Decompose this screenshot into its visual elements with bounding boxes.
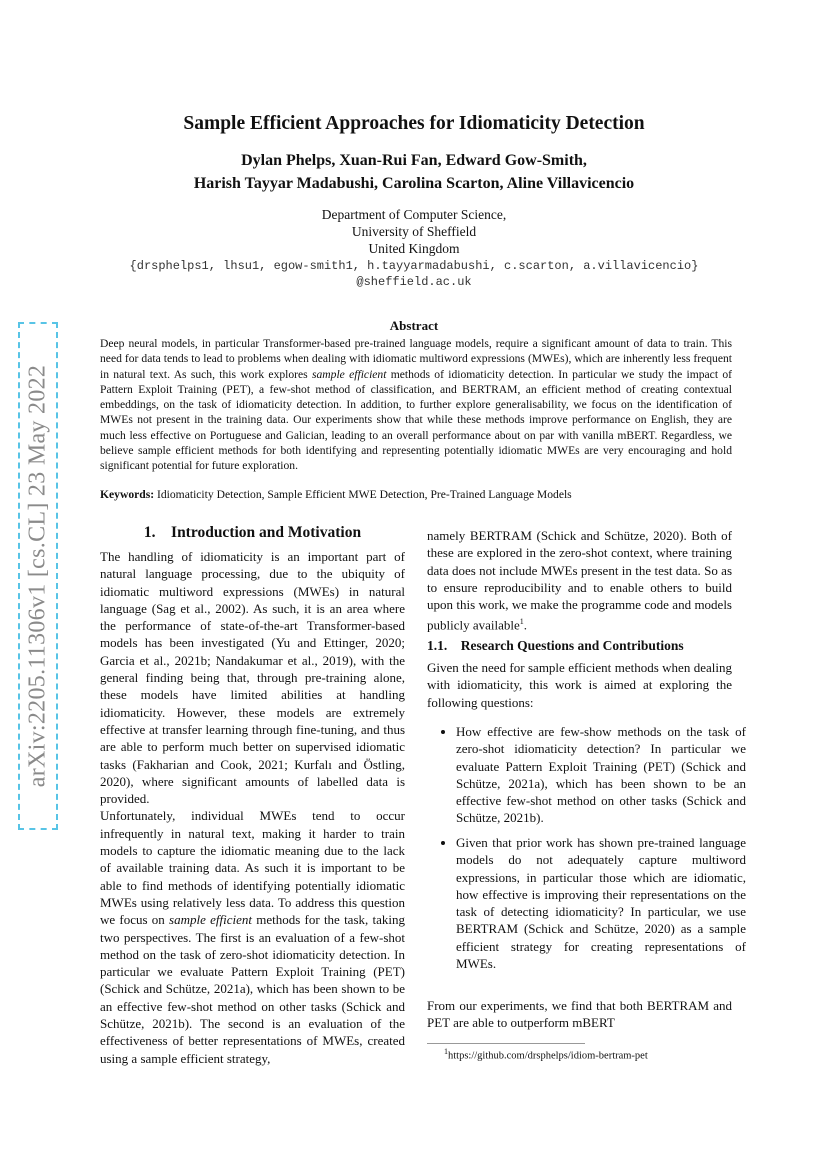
author-emails: {drsphelps1, lhsu1, egow-smith1, h.tayyarmadabushi, c.scarton, a.villavicencio} [129,259,699,273]
paper-title: Sample Efficient Approaches for Idiomaticity Detection [183,113,645,134]
arxiv-stamp-text: arXiv:2205.11306v1 [cs.CL] 23 May 2022 [24,364,51,788]
intro-paragraph-1: The handling of idiomaticity is an important part of natural language processing, due to the ubiquity of idiomatic multiword expressions (MWEs) in natural language (Sag et al., 2002). As such, it is an area where the performance of state-of-the-art Transformer-based models has been investigated (Yu and Ettinger, 2020; Garcia et al., 2021b; Nandakumar et al., 2019), with the general finding being that, through pre-training alone, these models have limited abilities at handling idiomaticity. However, these models are extremely effective at transfer learning through fine-tuning, and thus are able to perform much better on supervised idiomatic tasks (Fakharian and Cook, 2021; Kurfalı and Östling, 2020), where significant amounts of labelled data is provided. [100,549,405,807]
affiliation-dept: Department of Computer Science, [321,207,507,222]
authors-line-1: Dylan Phelps, Xuan-Rui Fan, Edward Gow-Smith, [241,152,587,169]
email-domain: @sheffield.ac.uk [356,275,472,289]
footnote-marker: 1 [519,617,524,627]
footnote: $^1$https://github.com/drsphelps/idiom-bertram-pet [444,1047,648,1062]
right-paragraph-2: Given the need for sample efficient methods when dealing with idiomaticity, this work is aimed at exploring the following questions: [427,660,732,710]
question-list-2 [442,834,746,972]
arxiv-side-stamp [18,322,58,830]
section-1-heading: 1. Introduction and Motivation [143,524,362,541]
right-paragraph-1: namely BERTRAM (Schick and Schütze, 2020). Both of these are explored in the zero-shot context, where training data does not include MWEs present in the test data. So as to ensure reproducibility and to enable others to build upon this work, we make the programme code and models publicly available$^1$. [427,528,732,633]
affiliation-country: United Kingdom [368,241,460,256]
affiliation-univ: University of Sheffield [351,224,477,239]
keywords-label: Keywords: [100,488,155,501]
keywords [100,488,732,501]
right-paragraph-3: From our experiments, we find that both BERTRAM and PET are able to outperform mBERT [427,998,732,1031]
subsection-1-1-heading: 1.1. Research Questions and Contributions [427,638,684,653]
intro-paragraph-2: Unfortunately, individual MWEs tend to occur infrequently in natural text, making it harder to train models to capture the idiomatic meaning due to the lack of available training data. As such it is important to be able to find methods of identifying potentially idiomatic MWEs using relatively less data. To address this question we focus on sample efficient methods for the task, taking two perspectives. The first is an evaluation of a few-shot method on the task of zero-shot idiomaticity detection. In particular we evaluate Pattern Exploit Training (PET) (Schick and Schütze, 2021a), which has been shown to be an effective few-shot method on other tasks (Schick and Schütze, 2021b). The second is an evaluation of the effectiveness of better representations of MWEs, created using a sample efficient strategy, [100,808,405,1066]
question-list-1 [442,723,746,827]
question-bullet-2: • Given that prior work has shown pre-trained language models do not adequately capture multiword expressions, in particular those which are idiomatic, how effective is improving their representations on the task of detecting idiomaticity? In particular, we use BERTRAM (Schick and Schütze, 2020) as a sample efficient strategy for creating representations of MWEs. [456,834,746,972]
abstract-heading: Abstract [389,318,439,333]
keywords-text: Idiomaticity Detection, Sample Efficient MWE Detection, Pre-Trained Language Models [154,488,572,501]
authors-line-2: Harish Tayyar Madabushi, Carolina Scarton, Aline Villavicencio [193,175,635,192]
footnote-url[interactable]: https://github.com/drsphelps/idiom-bertram-pet [448,1050,648,1062]
question-bullet-1: • How effective are few-show methods on the task of zero-shot idiomaticity detection? In particular we evaluate Pattern Exploit Training (PET) (Schick and Schütze, 2021a), which has been shown to be an effective few-shot method on other tasks (Schick and Schütze, 2021b). [456,723,746,827]
left-column [100,548,405,1067]
footnote-rule [427,1043,585,1044]
abstract-body: Deep neural models, in particular Transformer-based pre-trained language models, require a significant amount of data to train. This need for data tends to lead to problems when dealing with idiomatic multiword expressions (MWEs), which are inherently less frequent in natural text. As such, this work explores sample efficient methods of idiomaticity detection. In particular we study the impact of Pattern Exploit Training (PET), a few-shot method of classification, and BERTRAM, an efficient method of creating contextual embeddings, on the task of idiomaticity detection. In addition, to further explore generalisability, we focus on the identification of MWEs not present in the training data. Our experiments show that while these methods improve performance on English, they are much less effective on Portuguese and Galician, leading to an overall performance about on par with vanilla mBERT. Regardless, we believe sample efficient methods for both identifying and representing potentially idiomatic MWEs are very encouraging and hold significant potential for future exploration. [100,337,732,473]
